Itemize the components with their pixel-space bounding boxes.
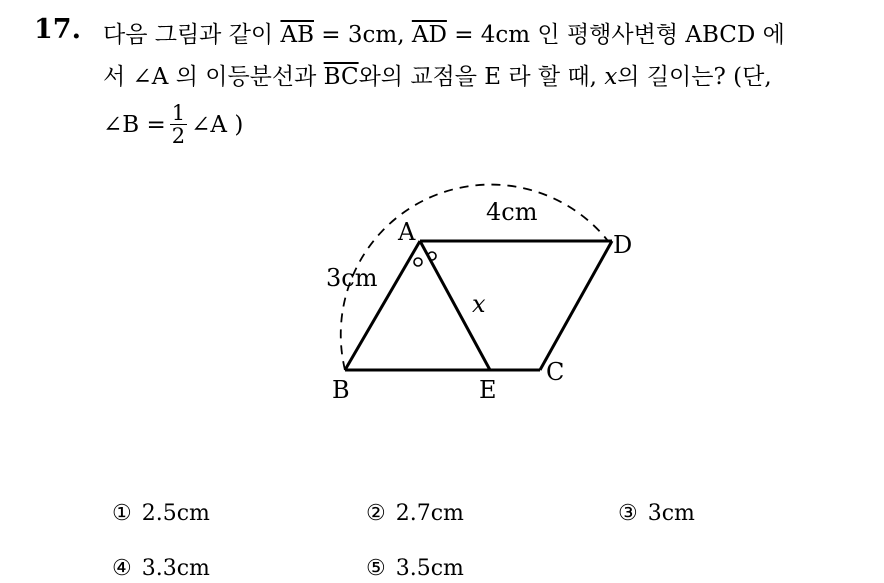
- choice-5[interactable]: [366, 556, 464, 581]
- condition-text: ∠A ): [191, 111, 244, 138]
- choice-marker: ③: [618, 501, 638, 526]
- choice-4[interactable]: [112, 556, 210, 581]
- question-text: 의 길이는? (단,: [617, 64, 772, 90]
- vertex-label-c: C: [546, 358, 565, 386]
- choice-marker: ①: [112, 501, 132, 526]
- length-label-ab: 3cm: [326, 264, 378, 292]
- fraction-numerator: 1: [171, 101, 186, 125]
- segment-ab: $\overline{AB}$: [280, 22, 314, 48]
- question-text: 다음 그림과 같이: [103, 22, 281, 48]
- segment-bc: $\overline{BC}$: [323, 64, 359, 90]
- choice-text: 3cm: [647, 501, 695, 526]
- vertex-label-e: E: [479, 376, 497, 404]
- choice-text: 3.3cm: [141, 556, 210, 581]
- choice-text: 2.5cm: [141, 501, 210, 526]
- question-text: = 3cm,: [313, 22, 412, 48]
- variable-x: x: [604, 64, 618, 90]
- question-text: 서 ∠A 의 이등분선과: [103, 64, 324, 90]
- length-label-ae: x: [472, 290, 486, 318]
- side-dc: [540, 241, 612, 370]
- question-number: 17.: [34, 14, 81, 45]
- choice-text: 3.5cm: [395, 556, 464, 581]
- choice-1[interactable]: [112, 501, 210, 526]
- segment-ad: $\overline{AD}$: [411, 22, 447, 48]
- side-ab: [345, 241, 420, 370]
- question-text: 와의 교점을 E 라 할 때,: [358, 64, 605, 90]
- choice-marker: ⑤: [366, 556, 386, 581]
- question-text: = 4cm 인 평행사변형 ABCD 에: [446, 22, 785, 48]
- choice-2[interactable]: [366, 501, 464, 526]
- vertex-label-b: B: [332, 376, 350, 404]
- vertex-label-a: A: [398, 218, 416, 246]
- length-label-ad: 4cm: [486, 198, 538, 226]
- angle-mark-circle: [414, 258, 422, 266]
- choice-marker: ②: [366, 501, 386, 526]
- fraction-denominator: 2: [171, 124, 186, 149]
- choice-marker: ④: [112, 556, 132, 581]
- choice-text: 2.7cm: [395, 501, 464, 526]
- choice-3[interactable]: [618, 501, 695, 526]
- vertex-label-d: D: [613, 231, 633, 259]
- condition-text: ∠B =: [103, 111, 166, 138]
